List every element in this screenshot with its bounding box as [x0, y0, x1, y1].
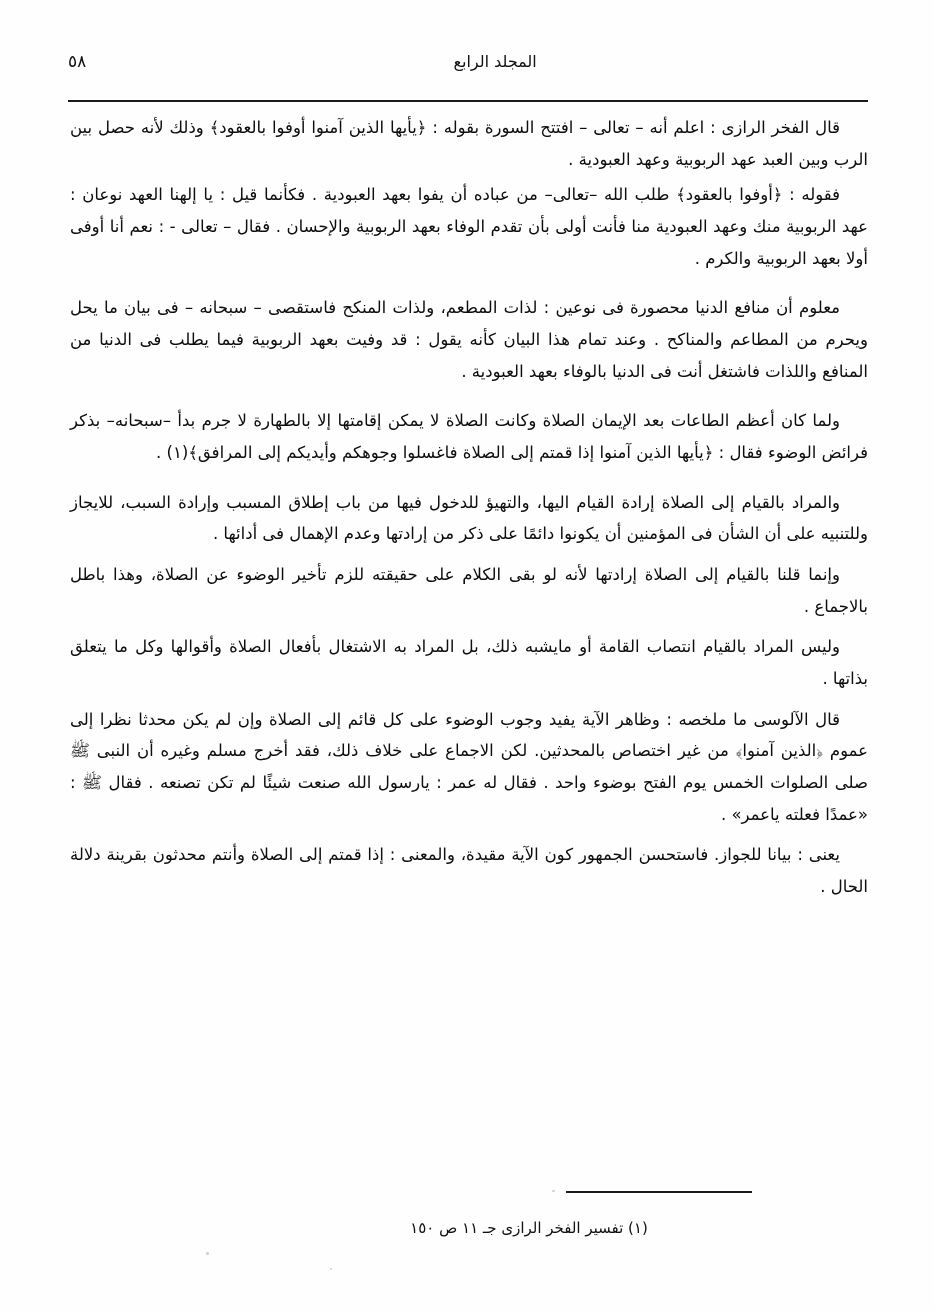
page-body	[70, 112, 868, 907]
paragraph-1: قال الفخر الرازى : اعلم أنه – تعالى – افتتح السورة بقوله : ﴿يأيها الذين آمنوا أوفوا بالعقود﴾ وذلك لأنه حصل بين الرب وبين العبد عهد الربوبية وعهد العبودية .	[70, 118, 868, 169]
footnote	[70, 1219, 868, 1237]
paragraph-4: ولما كان أعظم الطاعات بعد الإيمان الصلاة وكانت الصلاة لا يمكن إقامتها إلا بالطهارة لا جرم بدأ –سبحانه– بذكر فرائض الوضوء فقال : ﴿يأيها الذين آمنوا إذا قمتم إلى الصلاة فاغسلوا وجوهكم وأيديكم إلى المرافق﴾(١) .	[70, 411, 868, 463]
page-header	[68, 52, 864, 80]
footnote-text: (١) تفسير الفخر الرازى جـ ١١ ص ١٥٠	[410, 1219, 648, 1237]
paragraph-5: والمراد بالقيام إلى الصلاة إرادة القيام اليها، والتهيؤ للدخول فيها من باب إطلاق المسبب وإرادة السبب، للايجاز وللتنبيه على أن الشأن فى المؤمنين أن يكونوا دائمًا على ذكر من إرادتها وعدم الإهمال فى أدائها .	[70, 492, 868, 544]
scan-speck	[330, 1268, 332, 1270]
paragraph-8: قال الآلوسى ما ملخصه : وظاهر الآية يفيد وجوب الوضوء على كل قائم إلى الصلاة وإن لم يكن محدثا نظرا إلى عموم ﴿الذين آمنوا﴾ من غير اختصاص بالمحدثين. لكن الاجماع على خلاف ذلك، فقد أخرج مسلم وغيره أن النبى ﷺ صلى الصلوات الخمس يوم الفتح بوضوء واحد . فقال له عمر : يارسول الله صنعت شيئًا لم تكن تصنعه . فقال ﷺ : «عمدًا فعلته ياعمر» .	[70, 709, 868, 824]
paragraph-2: فقوله : ﴿أوفوا بالعقود﴾ طلب الله –تعالى– من عباده أن يفوا بعهد العبودية . فكأنما قيل : يا إلهنا العهد نوعان : عهد الربوبية منك وعهد العبودية منا فأنت أولى بأن تقدم الوفاء بعهد الربوبية والإحسان . فقال – تعالى - : نعم أنا أوفى أولا بعهد الربوبية والكرم .	[70, 185, 868, 268]
page-number: ٥٨	[68, 52, 87, 72]
paragraph-9: يعنى : بيانا للجواز. فاستحسن الجمهور كون الآية مقيدة، والمعنى : إذا قمتم إلى الصلاة وأنتم محدثون بقرينة دلالة الحال .	[70, 845, 868, 897]
scan-speck	[206, 1252, 209, 1255]
paragraph-6: وإنما قلنا بالقيام إلى الصلاة إرادتها لأنه لو بقى الكلام على حقيقته للزم تأخير الوضوء عن الصلاة، وهذا باطل بالاجماع .	[70, 565, 868, 616]
volume-title: المجلد الرابع	[453, 52, 537, 71]
paragraph-3: معلوم أن منافع الدنيا محصورة فى نوعين : لذات المطعم، ولذات المنكح فاستقصى – سبحانه – فى بيان ما يحل ويحرم من المطاعم والمناكح . وعند تمام هذا البيان كأنه يقول : قد وفيت بعهد الربوبية فيما يطلب فى الدنيا من المنافع واللذات فاشتغل أنت فى الدنيا بالوفاء بعهد العبودية .	[70, 298, 868, 381]
paragraph-7: وليس المراد بالقيام انتصاب القامة أو مايشبه ذلك، بل المراد به الاشتغال بأفعال الصلاة وأقوالها وكل ما يتعلق بذاتها .	[70, 637, 868, 689]
footnote-divider	[566, 1191, 752, 1193]
scan-speck	[552, 1190, 555, 1192]
header-divider	[68, 100, 868, 102]
